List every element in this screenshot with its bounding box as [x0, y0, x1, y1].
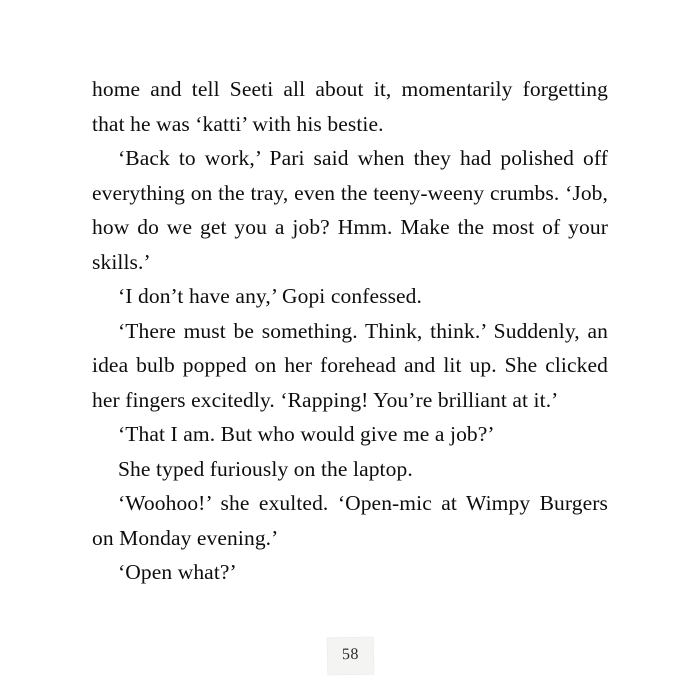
page-body-text — [92, 72, 608, 590]
paragraph: ‘There must be something. Think, think.’ Suddenly, an idea bulb popped on her forehead and lit up. She clicked her fingers excitedly. ‘Rapping! You’re brilliant at it.’ — [92, 318, 608, 412]
paragraph: She typed furiously on the laptop. — [118, 456, 413, 481]
paragraph: ‘Open what?’ — [118, 560, 237, 584]
paragraph: ‘That I am. But who would give me a job?’ — [118, 422, 495, 446]
paragraph: ‘Woohoo!’ she exulted. ‘Open-mic at Wimpy Burgers on Monday evening.’ — [92, 491, 608, 550]
paragraph: ‘I don’t have any,’ Gopi confessed. — [118, 284, 423, 308]
paragraph: home and tell Seeti all about it, momentarily forgetting that he was ‘katti’ with his bestie. — [92, 77, 608, 136]
paragraph: ‘Back to work,’ Pari said when they had polished off everything on the tray, even the teeny-weeny crumbs. ‘Job, how do we get you a job? Hmm. Make the most of your skills.’ — [92, 146, 608, 274]
page-number-container — [0, 638, 700, 674]
page-number: 58 — [327, 638, 373, 675]
